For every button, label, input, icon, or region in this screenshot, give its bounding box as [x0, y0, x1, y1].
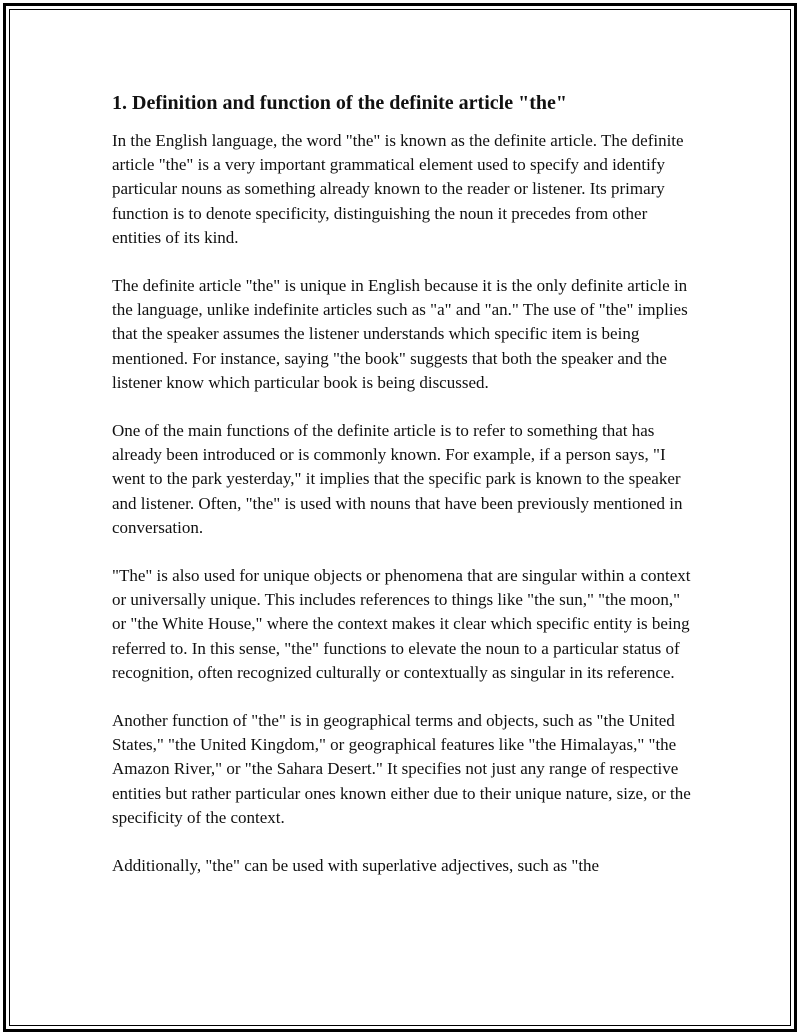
paragraph-2: The definite article "the" is unique in English because it is the only definite article in the language, unlike indefinite articles such as "a" and "an." The use of "the" implies that the speaker assumes the listener understands which specific item is being mentioned. For instance, saying "the book" suggests that both the speaker and the listener know which particular book is being discussed. [112, 276, 688, 392]
paragraph-6: Additionally, "the" can be used with superlative adjectives, such as "the [112, 856, 600, 876]
document-body [112, 88, 692, 902]
paragraph-3: One of the main functions of the definite article is to refer to something that has already been introduced or is commonly known. For example, if a person says, "I went to the park yesterday," it implies that the specific park is known to the speaker and listener. Often, "the" is used with nouns that have been previously mentioned in conversation. [112, 421, 683, 537]
paragraph-5: Another function of "the" is in geographical terms and objects, such as "the United States," "the United Kingdom," or geographical features like "the Himalayas," "the Amazon River," or "the Sahara Desert." It specifies not just any range of respective entities but rather particular ones known either due to their unique nature, size, or the specificity of the context. [112, 711, 691, 827]
paragraph-4: "The" is also used for unique objects or phenomena that are singular within a context or universally unique. This includes references to things like "the sun," "the moon," or "the White House," where the context makes it clear which specific entity is being referred to. In this sense, "the" functions to elevate the noun to a particular status of recognition, often recognized culturally or contextually as singular in its reference. [112, 566, 691, 682]
section-heading: 1. Definition and function of the definite article "the" [112, 92, 567, 114]
paragraph-1: In the English language, the word "the" is known as the definite article. The definite article "the" is a very important grammatical element used to specify and identify particular nouns as something already known to the reader or listener. Its primary function is to denote specificity, distinguishing the noun it precedes from other entities of its kind. [112, 131, 684, 247]
